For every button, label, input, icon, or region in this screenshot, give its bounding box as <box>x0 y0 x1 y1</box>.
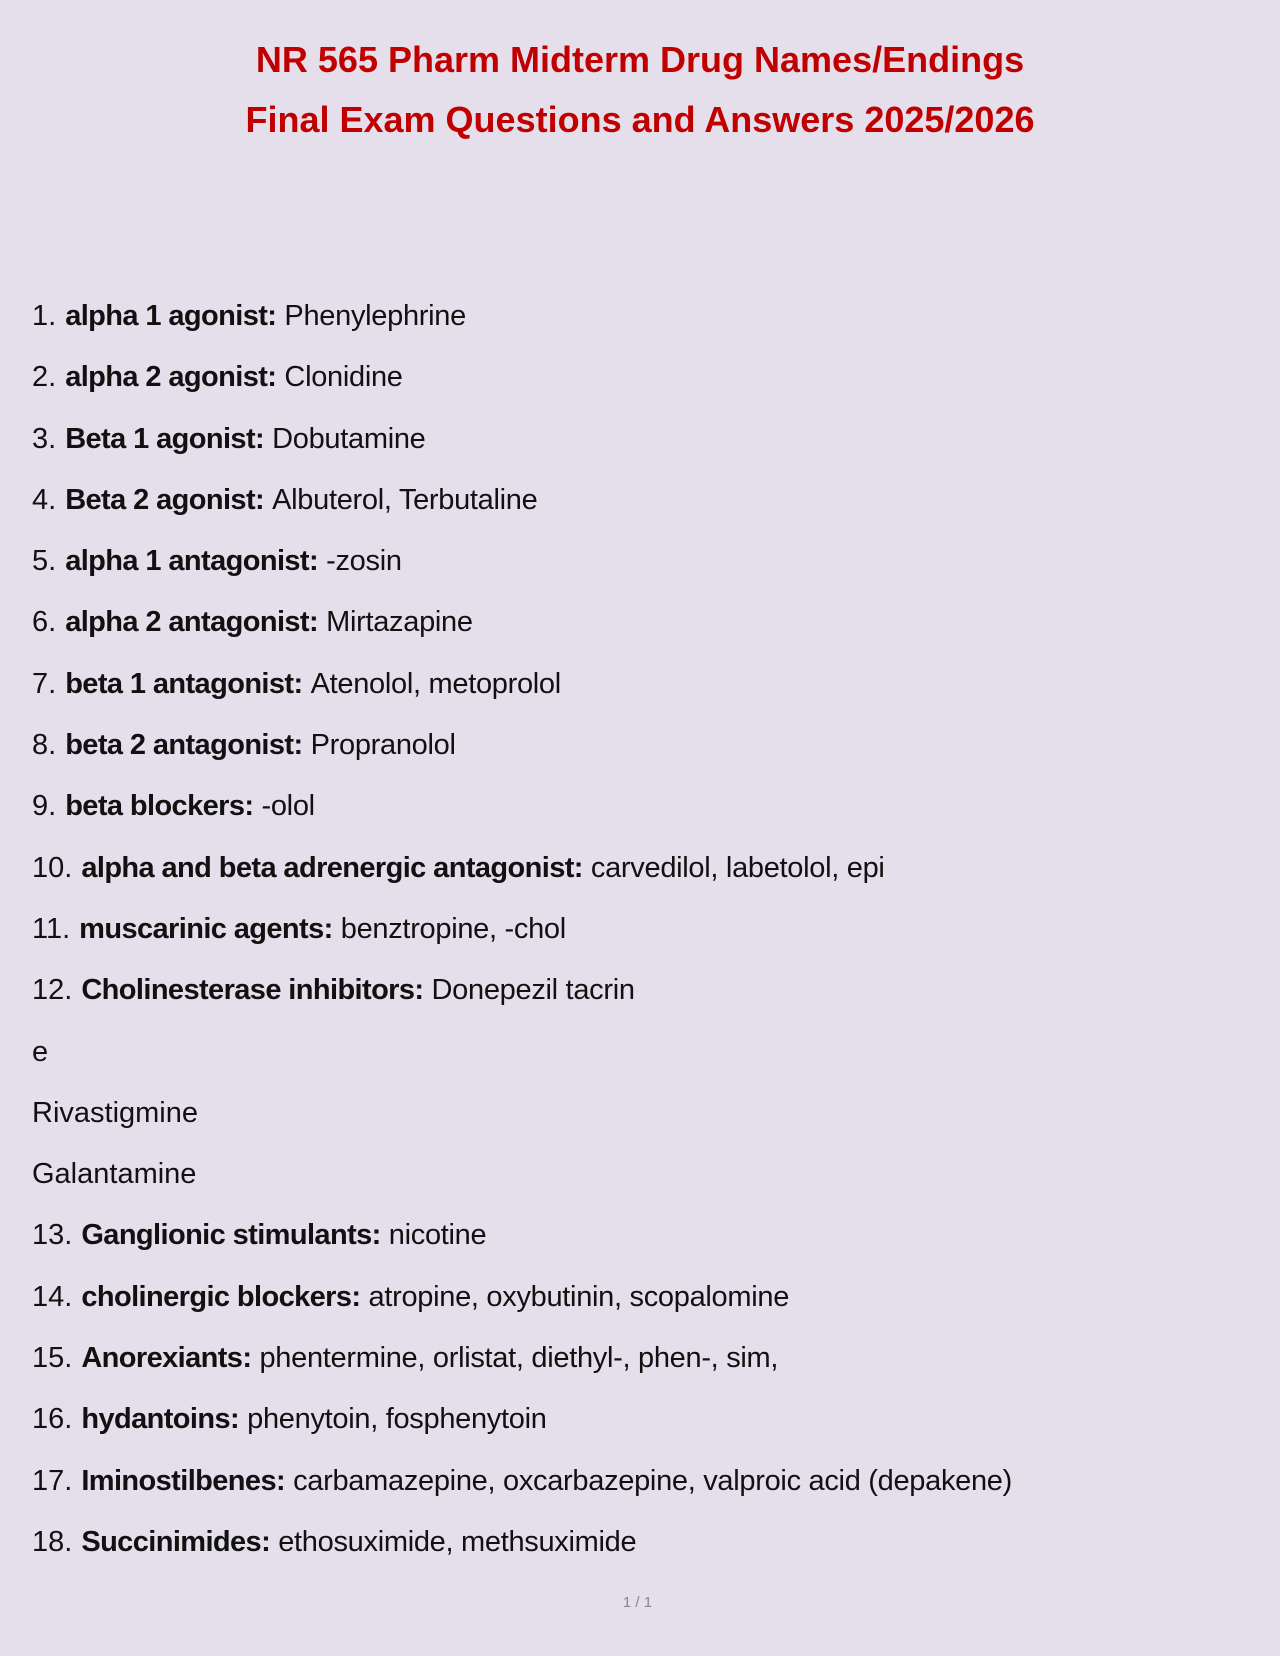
item-number: 9. <box>32 790 57 823</box>
item-value: Dobutamine <box>272 422 426 455</box>
item-value: Propranolol <box>310 729 456 762</box>
item-number: 6. <box>32 606 57 639</box>
item-number: 11. <box>32 912 71 945</box>
list-item <box>32 960 1252 1021</box>
item-number: 14. <box>32 1280 73 1313</box>
item-label: alpha 1 antagonist: <box>65 545 319 578</box>
item-label: Ganglionic stimulants: <box>81 1219 381 1252</box>
item-number: 2. <box>32 361 57 394</box>
item-value: phenytoin, fosphenytoin <box>247 1403 547 1436</box>
list-item <box>32 1267 1252 1328</box>
item-value: carvedilol, labetolol, epi <box>590 851 885 884</box>
item-number: 7. <box>32 667 57 700</box>
item-number: 17. <box>32 1464 73 1497</box>
item-number: 1. <box>32 300 57 332</box>
item-label: Iminostilbenes: <box>81 1464 286 1497</box>
item-label: Beta 2 agonist: <box>65 483 265 516</box>
item-value: carbamazepine, oxcarbazepine, valproic acid (depakene) <box>293 1464 1012 1497</box>
item-value: Phenylephrine <box>284 300 466 332</box>
list-item <box>32 838 1252 899</box>
item-number: 15. <box>32 1342 73 1375</box>
list-item <box>32 409 1252 470</box>
item-label: hydantoins: <box>81 1403 240 1436</box>
item-label: Cholinesterase inhibitors: <box>81 974 424 1007</box>
item-number: 3. <box>32 422 57 455</box>
list-item <box>32 286 1252 347</box>
list-item <box>32 1451 1252 1512</box>
item-label: alpha 2 antagonist: <box>65 606 319 639</box>
item-label: beta blockers: <box>65 790 254 823</box>
item-label: alpha 1 agonist: <box>65 300 277 332</box>
item-number: 18. <box>32 1525 73 1558</box>
list-item <box>32 654 1252 715</box>
document-title-line-2: Final Exam Questions and Answers 2025/2026 <box>245 99 1035 140</box>
list-item <box>32 592 1252 653</box>
item-label: muscarinic agents: <box>79 912 333 945</box>
item-value: ethosuximide, methsuximide <box>278 1525 637 1558</box>
item-value: nicotine <box>388 1219 487 1252</box>
document-title-line-1: NR 565 Pharm Midterm Drug Names/Endings <box>255 39 1025 80</box>
list-item <box>32 1389 1252 1450</box>
item-continuation-line: Galantamine <box>32 1158 197 1191</box>
item-label: cholinergic blockers: <box>81 1280 361 1313</box>
item-value: atropine, oxybutinin, scopalomine <box>368 1280 790 1313</box>
list-item <box>32 1328 1252 1389</box>
list-item <box>32 776 1252 837</box>
item-continuation-line: Rivastigmine <box>32 1096 198 1129</box>
list-item <box>32 1205 1252 1266</box>
list-item <box>32 1512 1252 1573</box>
item-label: Anorexiants: <box>81 1342 252 1375</box>
item-number: 5. <box>32 545 57 578</box>
item-value: Donepezil tacrin <box>431 974 635 1007</box>
item-value: -zosin <box>326 545 402 578</box>
list-item <box>32 347 1252 408</box>
item-value: Mirtazapine <box>326 606 473 639</box>
item-label: alpha and beta adrenergic antagonist: <box>81 851 583 884</box>
list-item <box>32 470 1252 531</box>
item-value: benztropine, -chol <box>340 912 566 945</box>
item-number: 4. <box>32 483 57 516</box>
item-label: beta 1 antagonist: <box>65 667 303 700</box>
item-label: alpha 2 agonist: <box>65 361 277 394</box>
item-number: 13. <box>32 1219 73 1252</box>
item-continuation-line: e <box>32 1035 49 1068</box>
item-value: phentermine, orlistat, diethyl-, phen-, sim, <box>259 1342 779 1375</box>
drug-list <box>32 286 1252 1573</box>
item-label: beta 2 antagonist: <box>65 729 303 762</box>
item-value: Albuterol, Terbutaline <box>272 483 538 516</box>
page-indicator: 1 / 1 <box>622 1594 653 1611</box>
list-item <box>32 715 1252 776</box>
list-item <box>32 899 1252 960</box>
item-value: Clonidine <box>284 361 403 394</box>
item-value: Atenolol, metoprolol <box>310 667 561 700</box>
list-item <box>32 531 1252 592</box>
item-number: 10. <box>32 851 73 884</box>
item-number: 12. <box>32 974 73 1007</box>
item-value: -olol <box>261 790 315 823</box>
item-number: 8. <box>32 729 57 762</box>
item-number: 16. <box>32 1403 73 1436</box>
item-label: Succinimides: <box>81 1525 271 1558</box>
item-label: Beta 1 agonist: <box>65 422 265 455</box>
